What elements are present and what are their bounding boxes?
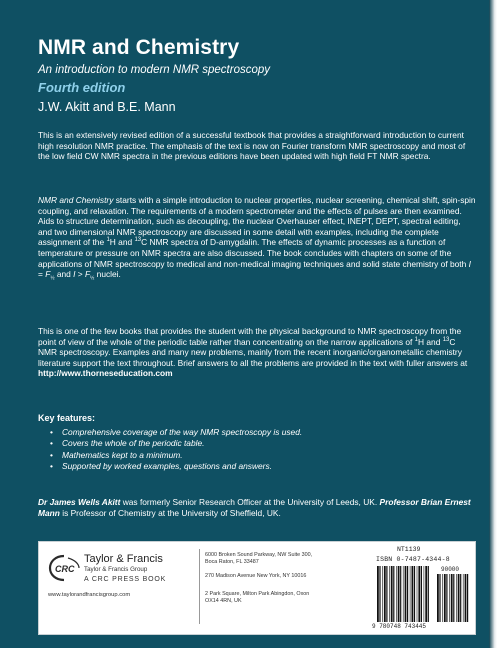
list-item: • Mathematics kept to a minimum. (50, 449, 183, 460)
key-features-list (50, 427, 470, 473)
publisher-name: Taylor & Francis (84, 553, 163, 565)
ean-barcode-icon (376, 566, 432, 622)
catalog-code: NT1139 (397, 546, 421, 553)
book-name-inline: NMR and Chemistry (38, 195, 114, 205)
publisher-imprint: A CRC PRESS BOOK (84, 576, 167, 583)
list-item: • Comprehensive coverage of the way NMR spectroscopy is used. (50, 427, 303, 437)
list-item: • Supported by worked examples, questions and answers. (50, 461, 272, 472)
key-features-heading: Key features: (38, 413, 96, 423)
author-bio: Dr James Wells Akitt was formerly Senior Research Officer at the University of Leeds, UK. Professor Brian Ernest Mann is Professor of Chemistry at the University of Sheffield, UK. (38, 497, 471, 518)
list-item: • Covers the whole of the periodic table. (50, 438, 205, 449)
bullet-icon: • (50, 438, 53, 449)
addon-barcode-icon (436, 574, 470, 622)
bullet-icon: • (50, 461, 53, 472)
divider (199, 549, 200, 624)
isbn-number: ISBN 0-7487-4344-8 (376, 556, 450, 563)
address-boca-raton: 6000 Broken Sound Parkway, NW Suite 300, Boca Raton, FL 33487 (205, 552, 313, 565)
publisher-panel (38, 541, 476, 635)
ean-digits: 9 780748 743445 (372, 623, 427, 630)
description-paragraph-1: This is an extensively revised edition of a successful textbook that provides a straightforward introduction to current high resolution NMR practice. The emphasis of the text is now on Fourier transform NMR spectroscopy and most of the low field CW NMR spectra in the previous editions have been updated with high field FT NMR spectra. (38, 130, 466, 162)
crc-logo-icon (48, 554, 81, 582)
bullet-icon: • (50, 449, 53, 460)
page-edge (489, 0, 497, 648)
logo-text: CRC (55, 564, 75, 574)
publisher-website[interactable]: www.taylorandfrancisgroup.com (48, 592, 131, 598)
authors: J.W. Akitt and B.E. Mann (38, 100, 176, 114)
publisher-group: Taylor & Francis Group (84, 566, 148, 573)
barcode-addon: 90000 (441, 566, 460, 573)
website-link[interactable]: http://www.thorneseducation.com (38, 368, 173, 379)
book-subtitle: An introduction to modern NMR spectroscopy (38, 64, 271, 76)
address-abingdon: 2 Park Square, Milton Park Abingdon, Oxon OX14 4RN, UK (205, 591, 310, 604)
book-title: NMR and Chemistry (38, 36, 240, 59)
edition-label: Fourth edition (38, 80, 126, 95)
description-paragraph-2: NMR and Chemistry starts with a simple introduction to nuclear properties, nuclear screening, chemical shift, spin-spin coupling, and relaxation. The requirements of a modern spectrometer and the effects of pulses are then examined. Aids to structure determination, such as decoupling, the nuclear Overhauser effect, INEPT, DEPT, spectral editing, and two dimensional NMR spectroscopy are discussed in some detail with examples, including the complete assignment of the $^1$H and $^{13}$C NMR spectra of D-amygdalin. The effects of dynamic processes as a function of temperature or pressure on NMR spectra are also discussed. The book concludes with chapters on some of the applications of NMR spectroscopy to medical and non-medical imaging techniques and solid state chemistry of both $I = F_{\frac{1}{2}}$ and $I > F_{\frac{1}{2}}$ nuclei. (38, 195, 476, 282)
address-new-york: 270 Madison Avenue New York, NY 10016 (205, 573, 307, 579)
description-paragraph-3: This is one of the few books that provides the student with the physical background to NMR spectroscopy from the point of view of the whole of the periodic table rather than concentrating on the narrow applications of $^1$H and $^{13}$C NMR spectroscopy. Examples and many new problems, mainly from the recent inorganic/organometallic chemistry literature support the text throughout. Brief answers to all the problems are provided in the text with fuller answers at http://www.thorneseducation.com (38, 326, 468, 379)
bullet-icon: • (50, 427, 53, 437)
